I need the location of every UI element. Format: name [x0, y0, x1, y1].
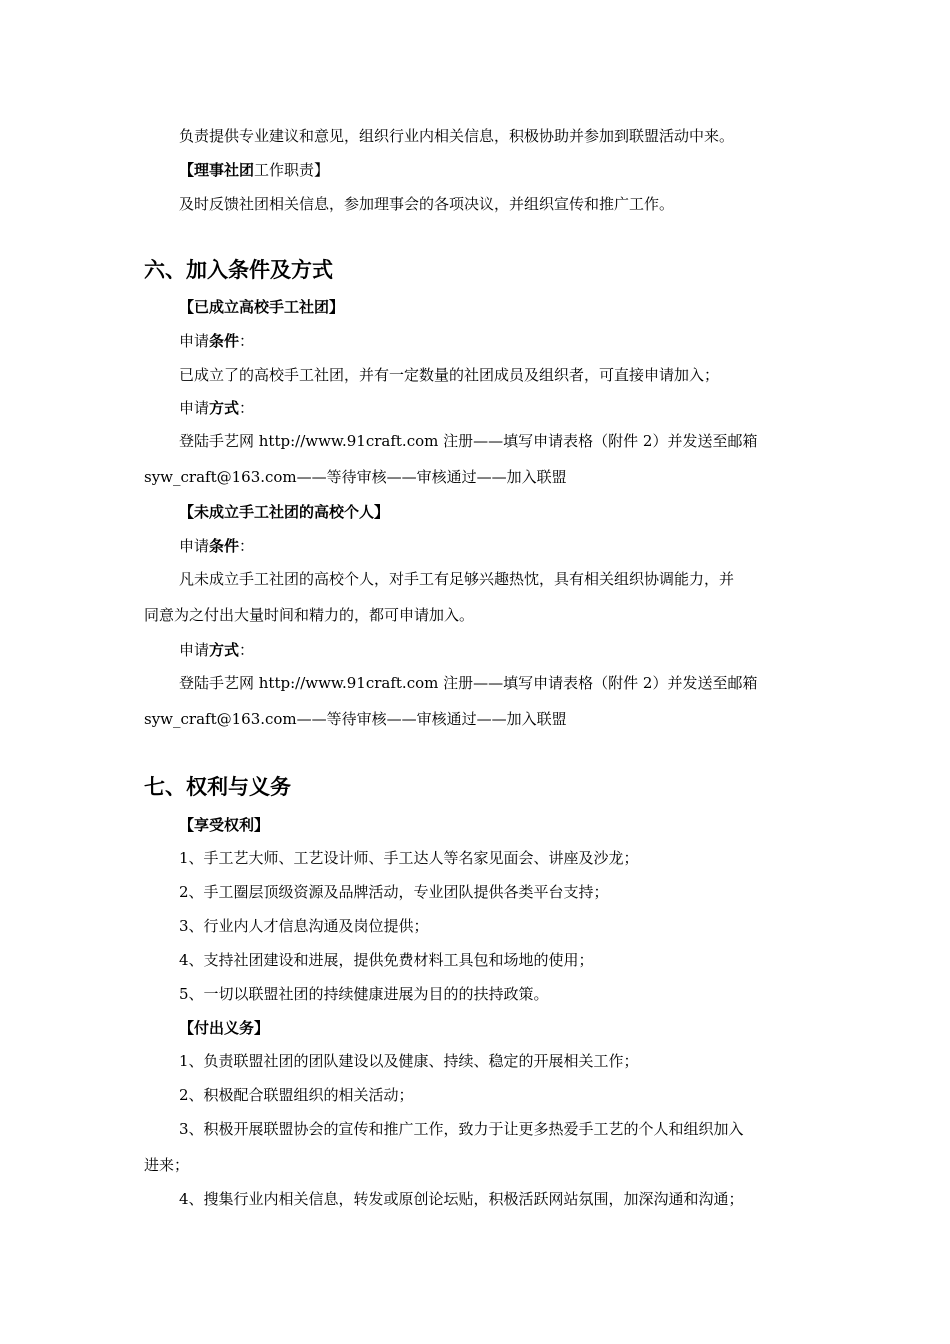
group2-method-line1: 登陆手艺网 http://www.91craft.com 注册——填写申请表格（附件 2）并发送至邮箱 [179, 674, 758, 692]
rights-item: 5、一切以联盟社团的持续健康进展为目的的扶持政策。 [179, 985, 549, 1003]
duties-heading: 【付出义务】 [179, 1019, 270, 1037]
group1-method-line1: 登陆手艺网 http://www.91craft.com 注册——填写申请表格（附件 2）并发送至邮箱 [179, 432, 758, 450]
section-6-title: 六、加入条件及方式 [144, 258, 333, 282]
duties-item: 2、积极配合联盟组织的相关活动； [179, 1086, 414, 1104]
group2-heading: 【未成立手工社团的高校个人】 [179, 503, 390, 521]
group2-condition-line2: 同意为之付出大量时间和精力的，都可申请加入。 [144, 606, 475, 624]
rights-item: 2、手工圈层顶级资源及品牌活动，专业团队提供各类平台支持； [179, 883, 609, 901]
intro-paragraph: 负责提供专业建议和意见，组织行业内相关信息，积极协助并参加到联盟活动中来。 [179, 127, 735, 145]
council-duty-heading: 【理事社团工作职责】 [179, 161, 330, 179]
section-7-title: 七、权利与义务 [144, 775, 291, 799]
duties-item: 3、积极开展联盟协会的宣传和推广工作，致力于让更多热爱手工艺的个人和组织加入 [179, 1120, 744, 1138]
council-duty-text: 及时反馈社团相关信息，参加理事会的各项决议，并组织宣传和推广工作。 [179, 195, 675, 213]
duties-item: 4、搜集行业内相关信息，转发或原创论坛贴，积极活跃网站氛围，加深沟通和沟通； [179, 1190, 744, 1208]
group2-condition-line1: 凡未成立手工社团的高校个人，对手工有足够兴趣热忱，具有相关组织协调能力，并 [179, 570, 735, 588]
group2-method-line2: syw_craft@163.com——等待审核——审核通过——加入联盟 [144, 710, 567, 728]
rights-heading: 【享受权利】 [179, 816, 270, 834]
group1-condition-text: 已成立了的高校手工社团，并有一定数量的社团成员及组织者，可直接申请加入； [179, 366, 720, 384]
rights-item: 4、支持社团建设和进展，提供免费材料工具包和场地的使用； [179, 951, 594, 969]
rights-item: 3、行业内人才信息沟通及岗位提供； [179, 917, 429, 935]
duties-item: 1、负责联盟社团的团队建设以及健康、持续、稳定的开展相关工作； [179, 1052, 639, 1070]
group1-method-line2: syw_craft@163.com——等待审核——审核通过——加入联盟 [144, 468, 567, 486]
group2-condition-label: 申请条件： [179, 537, 255, 555]
group2-method-label: 申请方式： [179, 641, 255, 659]
group1-method-label: 申请方式： [179, 399, 255, 417]
duties-item-continuation: 进来； [144, 1156, 190, 1174]
group1-heading: 【已成立高校手工社团】 [179, 298, 345, 316]
group1-condition-label: 申请条件： [179, 332, 255, 350]
rights-item: 1、手工艺大师、工艺设计师、手工达人等名家见面会、讲座及沙龙； [179, 849, 639, 867]
